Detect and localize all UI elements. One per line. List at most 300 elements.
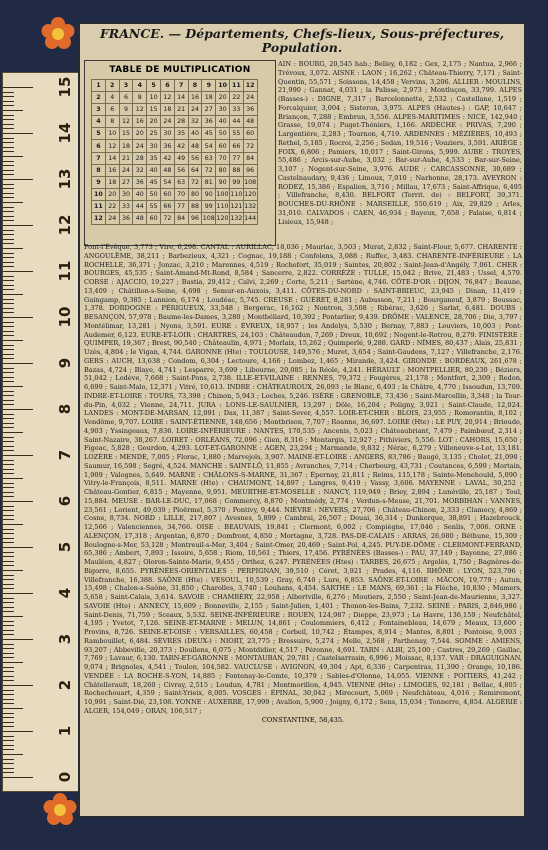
ruler-tick <box>3 726 14 727</box>
ruler-tick <box>3 777 33 778</box>
printed-page <box>78 22 526 818</box>
ruler <box>2 72 80 792</box>
ruler-tick <box>3 262 14 263</box>
ruler-tick <box>3 179 33 180</box>
multiplication-cell: 6 <box>105 104 119 116</box>
ruler-tick <box>3 197 14 198</box>
multiplication-cell: 28 <box>174 116 188 128</box>
multiplication-cell: 40 <box>133 188 147 200</box>
multiplication-cell: 99 <box>202 200 216 212</box>
ruler-tick <box>3 138 14 139</box>
ruler-tick <box>3 772 14 773</box>
ruler-tick <box>3 745 14 746</box>
multiplication-row <box>92 213 258 225</box>
ruler-tick <box>3 207 14 208</box>
ruler-tick <box>3 317 33 318</box>
multiplication-cell: 110 <box>216 200 230 212</box>
ruler-number: 0 <box>56 771 74 783</box>
multiplication-cell: 12 <box>160 92 174 104</box>
ruler-tick <box>3 671 14 672</box>
multiplication-cell: 9 <box>119 104 133 116</box>
multiplication-cell: 22 <box>229 92 243 104</box>
ruler-number: 11 <box>56 260 74 282</box>
ruler-tick <box>3 216 14 217</box>
ruler-tick <box>3 653 14 654</box>
multiplication-cell: 72 <box>243 140 257 152</box>
ruler-number: 8 <box>56 403 74 415</box>
ruler-tick <box>3 368 14 369</box>
ruler-tick <box>3 731 33 732</box>
multiplication-cell: 10 <box>147 92 161 104</box>
ruler-tick <box>3 616 23 617</box>
multiplication-cell: 110 <box>229 188 243 200</box>
multiplication-cell: 84 <box>243 152 257 164</box>
multiplication-cell: 64 <box>188 164 202 176</box>
multiplication-cell: 72 <box>202 164 216 176</box>
multiplication-cell: 63 <box>174 176 188 188</box>
multiplication-cell: 18 <box>119 140 133 152</box>
multiplication-cell: 4 <box>92 116 106 128</box>
multiplication-row <box>92 140 258 152</box>
ruler-tick <box>3 230 14 231</box>
ruler-tick <box>3 478 23 479</box>
multiplication-cell: 99 <box>229 176 243 188</box>
ruler-tick <box>3 161 14 162</box>
multiplication-cell: 30 <box>147 140 161 152</box>
ruler-tick <box>3 538 14 539</box>
ruler-tick <box>3 621 14 622</box>
ruler-tick <box>3 529 14 530</box>
multiplication-cell: 36 <box>160 140 174 152</box>
multiplication-cell: 30 <box>216 104 230 116</box>
ruler-tick <box>3 561 14 562</box>
ruler-tick <box>3 685 33 686</box>
ruler-tick <box>3 96 14 97</box>
ruler-number: 14 <box>56 122 74 144</box>
ruler-tick <box>3 423 14 424</box>
ruler-tick <box>3 119 14 120</box>
multiplication-cell: 12 <box>105 140 119 152</box>
ruler-tick <box>3 657 14 658</box>
ruler-tick <box>3 519 14 520</box>
multiplication-cell: 20 <box>133 128 147 140</box>
multiplication-cell: 11 <box>229 80 243 92</box>
multiplication-cell: 20 <box>105 188 119 200</box>
ruler-tick <box>3 326 14 327</box>
multiplication-cell: 6 <box>92 140 106 152</box>
ruler-tick <box>3 483 14 484</box>
multiplication-cell: 80 <box>216 164 230 176</box>
multiplication-cell: 18 <box>105 176 119 188</box>
multiplication-cell: 50 <box>216 128 230 140</box>
ruler-number: 4 <box>56 587 74 599</box>
multiplication-row <box>92 164 258 176</box>
multiplication-cell: 2 <box>105 80 119 92</box>
ruler-tick <box>3 372 14 373</box>
multiplication-cell: 32 <box>188 116 202 128</box>
multiplication-cell: 144 <box>243 213 257 225</box>
ruler-tick <box>3 170 14 171</box>
ruler-tick <box>3 717 14 718</box>
multiplication-cell: 40 <box>188 128 202 140</box>
multiplication-cell: 24 <box>188 104 202 116</box>
multiplication-cell: 96 <box>243 164 257 176</box>
multiplication-cell: 108 <box>243 176 257 188</box>
multiplication-cell: 49 <box>174 152 188 164</box>
multiplication-cell: 44 <box>229 116 243 128</box>
multiplication-cell: 1 <box>92 80 106 92</box>
ruler-tick <box>3 575 14 576</box>
ruler-tick <box>3 676 14 677</box>
multiplication-cell: 11 <box>92 200 106 212</box>
multiplication-cell: 100 <box>216 188 230 200</box>
multiplication-cell: 10 <box>105 128 119 140</box>
ruler-tick <box>3 579 14 580</box>
multiplication-cell: 55 <box>229 128 243 140</box>
ruler-tick <box>3 510 14 511</box>
multiplication-row <box>92 80 258 92</box>
ruler-number: 2 <box>56 679 74 691</box>
ruler-tick <box>3 524 23 525</box>
ruler-tick <box>3 648 14 649</box>
multiplication-row <box>92 188 258 200</box>
multiplication-cell: 4 <box>133 80 147 92</box>
ruler-tick <box>3 101 14 102</box>
flower-ornament-icon <box>38 14 78 54</box>
multiplication-cell: 96 <box>188 213 202 225</box>
ruler-tick <box>3 253 14 254</box>
multiplication-cell: 14 <box>174 92 188 104</box>
ruler-tick <box>3 506 14 507</box>
multiplication-cell: 6 <box>119 92 133 104</box>
multiplication-cell: 72 <box>188 176 202 188</box>
ruler-tick <box>3 308 14 309</box>
ruler-tick <box>3 432 23 433</box>
ruler-tick <box>3 427 14 428</box>
ruler-tick <box>3 542 14 543</box>
multiplication-cell: 16 <box>188 92 202 104</box>
ruler-tick <box>3 418 14 419</box>
multiplication-cell: 3 <box>119 80 133 92</box>
multiplication-cell: 48 <box>160 164 174 176</box>
multiplication-cell: 56 <box>174 164 188 176</box>
ruler-tick <box>3 266 14 267</box>
ruler-tick <box>3 722 14 723</box>
multiplication-cell: 10 <box>92 188 106 200</box>
ruler-tick <box>3 363 33 364</box>
multiplication-cell: 63 <box>202 152 216 164</box>
multiplication-cell: 48 <box>133 213 147 225</box>
multiplication-cell: 81 <box>202 176 216 188</box>
multiplication-cell: 45 <box>147 176 161 188</box>
multiplication-cell: 10 <box>216 80 230 92</box>
ruler-tick <box>3 377 14 378</box>
ruler-tick <box>3 239 14 240</box>
multiplication-cell: 48 <box>243 116 257 128</box>
multiplication-cell: 60 <box>147 213 161 225</box>
ruler-tick <box>3 768 14 769</box>
ruler-tick <box>3 690 14 691</box>
multiplication-cell: 44 <box>133 200 147 212</box>
ruler-tick <box>3 276 14 277</box>
ruler-tick <box>3 257 14 258</box>
ruler-tick <box>3 115 14 116</box>
ruler-tick <box>3 294 23 295</box>
multiplication-row <box>92 176 258 188</box>
ruler-number: 12 <box>56 214 74 236</box>
multiplication-cell: 9 <box>92 176 106 188</box>
multiplication-cell: 54 <box>202 140 216 152</box>
ruler-tick <box>3 699 14 700</box>
ruler-tick <box>3 593 33 594</box>
ruler-number: 7 <box>56 449 74 461</box>
ruler-tick <box>3 156 23 157</box>
ruler-tick <box>3 667 14 668</box>
ruler-tick <box>3 634 14 635</box>
ruler-tick <box>3 193 14 194</box>
multiplication-cell: 24 <box>243 92 257 104</box>
ruler-tick <box>3 446 14 447</box>
multiplication-table-title: TABLE DE MULTIPLICATION <box>109 65 251 75</box>
ruler-tick <box>3 354 14 355</box>
multiplication-cell: 48 <box>188 140 202 152</box>
ruler-tick <box>3 460 14 461</box>
multiplication-cell: 121 <box>229 200 243 212</box>
ruler-tick <box>3 303 14 304</box>
ruler-tick <box>3 248 23 249</box>
multiplication-cell: 8 <box>188 80 202 92</box>
ruler-tick <box>3 588 14 589</box>
multiplication-cell: 12 <box>243 80 257 92</box>
departments-text-top <box>278 60 522 244</box>
multiplication-cell: 50 <box>147 188 161 200</box>
multiplication-cell: 36 <box>133 176 147 188</box>
ruler-tick <box>3 110 23 111</box>
ruler-tick <box>3 487 14 488</box>
ruler-tick <box>3 133 33 134</box>
ruler-tick <box>3 630 14 631</box>
multiplication-cell: 42 <box>160 152 174 164</box>
multiplication-cell: 6 <box>160 80 174 92</box>
multiplication-cell: 120 <box>216 213 230 225</box>
multiplication-cell: 108 <box>202 213 216 225</box>
multiplication-cell: 88 <box>188 200 202 212</box>
ruler-number: 6 <box>56 495 74 507</box>
multiplication-cell: 21 <box>119 152 133 164</box>
ruler-tick <box>3 202 23 203</box>
multiplication-cell: 8 <box>133 92 147 104</box>
multiplication-cell: 70 <box>216 152 230 164</box>
ruler-tick <box>3 128 14 129</box>
departments-paragraph-top: AIN : BOURG, 20,545 hab.; Belley, 6,182 ; Gex, 2,175 ; Nantua, 2,966 ; Trévoux, 3,072. AISNE : LAON ; 16,262 ; Château-Thierry, 7,171 ; Saint-Quentin, 55,571 ; Soissons, 14,458 ; Vervins, 3,206. ALLIER : MOULINS, 21,990 ; Gannat, 4,031 ; la Palisse, 2,973 ; Montluçon, 33,799. ALPES (Basses-) : DIGNE, 7,317 ; Barcelonnette, 2,532 ; Castellane, 1,519 ; Forcalquier, 3,004 ; Sisteron, 3,975. ALPES (Hautes-) : GAP, 10,647 ; Briançon, 7,288 ; Embrun, 3,556. ALPES-MARITIMES : NICE, 142,940 ; Grasse, 19,074 ; Puget-Théniers, 1,166. ARDÈCHE : PRIVAS, 7,290 ; Largentière, 2,283 ; Tournon, 4,719. ARDENNES : MÉZIÈRES, 10,493 ; Rethel, 5,185 ; Rocroi, 2,256 ; Sedan, 19,516 ; Vouziers, 3,591. ARIÈGE : FOIX, 6,806 ; Pamiers, 10,017 ; Saint-Girons, 5,999. AUBE : TROYES, 55,486 ; Arcis-sur-Aube, 3,032 ; Bar-sur-Aube, 4,533 ; Bar-sur-Seine, 3,107 ; Nogent-sur-Seine, 3,976. AUDE : CARCASSONNE, 30,689 ; Castelnaudary, 9,436 ; Limoux, 7,010 ; Narbonne, 28,173. AVEYRON : RODEZ, 15,386 ; Espalion, 3,716 ; Millau, 17,673 ; Saint-Affrique, 6,495 ; Villefranche, 8,430. BELFORT (Territ. de) : BELFORT, 39,371. BOUCHES-DU-RHÔNE : MARSEILLE, 550,619 ; Aix, 29,829 ; Arles, 31,010. CALVADOS : CAEN, 46,934 ; Bayeux, 7,658 ; Falaise, 6,814 ; Lisieux, 15,948 ; <box>278 60 522 226</box>
ruler-tick <box>3 708 23 709</box>
multiplication-cell: 4 <box>105 92 119 104</box>
multiplication-cell: 24 <box>105 213 119 225</box>
multiplication-cell: 54 <box>160 176 174 188</box>
multiplication-cell: 36 <box>119 213 133 225</box>
ruler-tick <box>3 736 14 737</box>
multiplication-cell: 70 <box>174 188 188 200</box>
multiplication-cell: 84 <box>174 213 188 225</box>
ruler-tick <box>3 391 14 392</box>
multiplication-cell: 24 <box>160 116 174 128</box>
ruler-tick <box>3 437 14 438</box>
multiplication-cell: 90 <box>216 176 230 188</box>
multiplication-cell: 21 <box>174 104 188 116</box>
multiplication-cell: 45 <box>202 128 216 140</box>
ruler-tick <box>3 92 14 93</box>
ruler-number: 15 <box>56 76 74 98</box>
ruler-tick <box>3 611 14 612</box>
ruler-tick <box>3 570 23 571</box>
multiplication-table-box <box>84 60 276 246</box>
multiplication-cell: 16 <box>133 116 147 128</box>
multiplication-cell: 40 <box>147 164 161 176</box>
ruler-tick <box>3 87 33 88</box>
ruler-tick <box>3 639 33 640</box>
multiplication-row <box>92 200 258 212</box>
ruler-tick <box>3 552 14 553</box>
multiplication-cell: 120 <box>243 188 257 200</box>
ruler-tick <box>3 211 14 212</box>
ruler-tick <box>3 386 23 387</box>
ruler-tick <box>3 280 14 281</box>
ruler-tick <box>3 754 23 755</box>
multiplication-cell: 72 <box>160 213 174 225</box>
ruler-tick <box>3 713 14 714</box>
multiplication-cell: 35 <box>147 152 161 164</box>
ruler-tick <box>3 243 14 244</box>
ruler-tick <box>3 662 23 663</box>
ruler-tick <box>3 151 14 152</box>
ruler-tick <box>3 533 14 534</box>
ruler-tick <box>3 565 14 566</box>
multiplication-cell: 14 <box>105 152 119 164</box>
ruler-tick <box>3 289 14 290</box>
ruler-tick <box>3 340 23 341</box>
multiplication-cell: 60 <box>243 128 257 140</box>
multiplication-cell: 15 <box>119 128 133 140</box>
multiplication-cell: 9 <box>202 80 216 92</box>
multiplication-cell: 88 <box>229 164 243 176</box>
ruler-number: 10 <box>56 306 74 328</box>
ruler-tick <box>3 441 14 442</box>
multiplication-cell: 15 <box>147 104 161 116</box>
ruler-tick <box>3 749 14 750</box>
multiplication-cell: 28 <box>133 152 147 164</box>
ruler-tick <box>3 312 14 313</box>
ruler-number: 9 <box>56 357 74 369</box>
ruler-number: 13 <box>56 168 74 190</box>
multiplication-cell: 32 <box>133 164 147 176</box>
multiplication-cell: 40 <box>216 116 230 128</box>
multiplication-cell: 60 <box>160 188 174 200</box>
multiplication-cell: 24 <box>133 140 147 152</box>
multiplication-cell: 20 <box>216 92 230 104</box>
ruler-tick <box>3 584 14 585</box>
multiplication-cell: 18 <box>202 92 216 104</box>
ruler-tick <box>3 184 14 185</box>
ruler-tick <box>3 602 14 603</box>
ruler-tick <box>3 220 14 221</box>
ruler-tick <box>3 515 14 516</box>
ruler-tick <box>3 124 14 125</box>
multiplication-cell: 30 <box>160 128 174 140</box>
ruler-number: 5 <box>56 541 74 553</box>
multiplication-cell: 7 <box>174 80 188 92</box>
multiplication-cell: 12 <box>133 104 147 116</box>
ruler-tick <box>3 473 14 474</box>
ruler-tick <box>3 165 14 166</box>
ruler-tick <box>3 225 33 226</box>
multiplication-cell: 3 <box>92 104 106 116</box>
ruler-tick <box>3 469 14 470</box>
ruler-tick <box>3 598 14 599</box>
ruler-tick <box>3 496 14 497</box>
multiplication-cell: 90 <box>202 188 216 200</box>
multiplication-cell: 77 <box>174 200 188 212</box>
multiplication-row <box>92 104 258 116</box>
multiplication-cell: 56 <box>188 152 202 164</box>
multiplication-cell: 2 <box>92 92 106 104</box>
multiplication-cell: 5 <box>92 128 106 140</box>
multiplication-cell: 22 <box>105 200 119 212</box>
multiplication-cell: 16 <box>105 164 119 176</box>
multiplication-row <box>92 128 258 140</box>
multiplication-cell: 7 <box>92 152 106 164</box>
ruler-tick <box>3 763 14 764</box>
ruler-number: 3 <box>56 633 74 645</box>
ruler-tick <box>3 464 14 465</box>
multiplication-cell: 30 <box>119 188 133 200</box>
multiplication-row <box>92 116 258 128</box>
ruler-tick <box>3 322 14 323</box>
multiplication-cell: 80 <box>188 188 202 200</box>
multiplication-cell: 77 <box>229 152 243 164</box>
multiplication-cell: 8 <box>105 116 119 128</box>
multiplication-cell: 8 <box>92 164 106 176</box>
ruler-tick <box>3 409 33 410</box>
page-title: FRANCE. — Départements, Chefs-lieux, Sous-préfectures, Population. <box>99 26 505 55</box>
multiplication-cell: 24 <box>119 164 133 176</box>
multiplication-cell: 132 <box>229 213 243 225</box>
ruler-tick <box>3 400 14 401</box>
ruler-number: 1 <box>56 725 74 737</box>
ruler-tick <box>3 381 14 382</box>
ruler-tick <box>3 625 14 626</box>
ruler-tick <box>3 703 14 704</box>
flower-ornament-icon <box>40 790 80 830</box>
ruler-tick <box>3 234 14 235</box>
ruler-tick <box>3 501 33 502</box>
multiplication-cell: 12 <box>119 116 133 128</box>
ruler-tick <box>3 740 14 741</box>
ruler-tick <box>3 335 14 336</box>
ruler-tick <box>3 345 14 346</box>
multiplication-cell: 42 <box>174 140 188 152</box>
ruler-tick <box>3 404 14 405</box>
multiplication-cell: 33 <box>119 200 133 212</box>
multiplication-cell: 66 <box>160 200 174 212</box>
multiplication-cell: 25 <box>147 128 161 140</box>
multiplication-row <box>92 152 258 164</box>
ruler-tick <box>3 414 14 415</box>
multiplication-table <box>91 79 258 225</box>
ruler-tick <box>3 450 14 451</box>
ruler-tick <box>3 492 14 493</box>
multiplication-cell: 18 <box>160 104 174 116</box>
ruler-tick <box>3 142 14 143</box>
